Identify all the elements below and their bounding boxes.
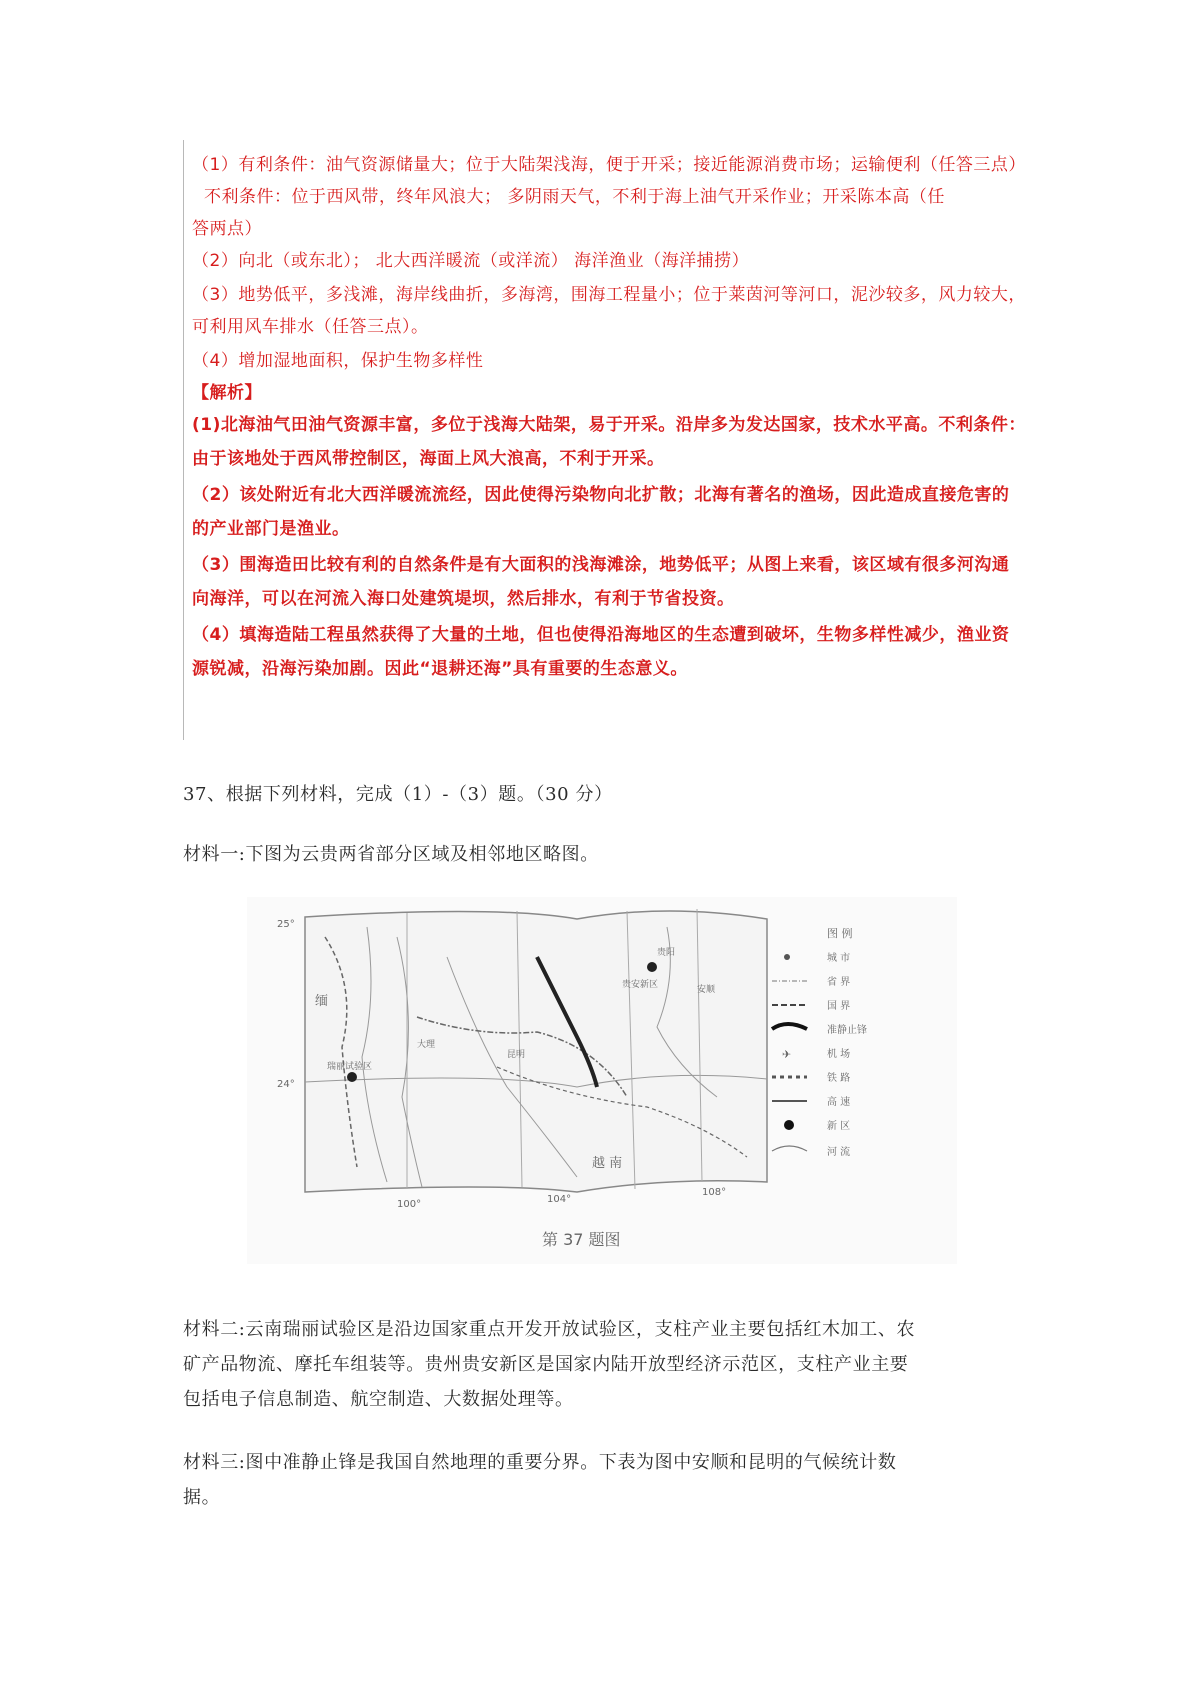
analysis-label: 【解析】 [192, 383, 262, 403]
legend-item: 高 速 [827, 1097, 851, 1108]
answer-box [183, 140, 1049, 740]
place-kunming: 昆明 [507, 1050, 526, 1060]
material-1: 材料一:下图为云贵两省部分区域及相邻地区略图。 [183, 844, 599, 865]
lat-label-24: 24° [277, 1079, 295, 1090]
place-ruili: 瑞丽试验区 [327, 1062, 373, 1072]
material-2-line-3: 包括电子信息制造、航空制造、大数据处理等。 [183, 1389, 574, 1410]
answer-line-6: 可利用风车排水（任答三点）。 [192, 317, 429, 337]
map-caption: 第 37 题图 [542, 1230, 621, 1249]
city-guiyang [647, 962, 657, 972]
analysis-line-6: 向海洋，可以在河流入海口处建筑堤坝，然后排水，有利于节省投资。 [192, 589, 735, 609]
lon-label-104: 104° [547, 1194, 572, 1205]
lat-label-25: 25° [277, 919, 295, 930]
analysis-line-4: 的产业部门是渔业。 [192, 519, 350, 539]
legend-item: 机 场 [827, 1049, 851, 1060]
analysis-line-8: 源锐减，沿海污染加剧。因此“退耕还海”具有重要的生态意义。 [192, 659, 688, 679]
question-title: 37、根据下列材料，完成（1）-（3）题。（30 分） [183, 784, 613, 805]
legend-front-icon [772, 1024, 807, 1029]
analysis-line-1: (1)北海油气田油气资源丰富，多位于浅海大陆架，易于开采。沿岸多为发达国家，技术水平高。不利条件： [192, 415, 1026, 435]
legend-item: 城 市 [827, 953, 851, 964]
place-anshun: 安顺 [697, 985, 716, 995]
legend-airport-icon: ✈ [782, 1048, 792, 1061]
legend-item: 河 流 [827, 1147, 851, 1158]
lon-label-100: 100° [397, 1199, 422, 1210]
place-guian: 贵安新区 [622, 980, 659, 990]
answer-line-1: （1）有利条件：油气资源储量大；位于大陆架浅海，便于开采；接近能源消费市场；运输便利（任答三点） [192, 155, 1026, 175]
answer-line-4: （2）向北（或东北）； 北大西洋暖流（或洋流） 海洋渔业（海洋捕捞） [192, 251, 750, 271]
answer-line-3: 答两点） [192, 219, 262, 239]
legend-item: 铁 路 [827, 1073, 851, 1084]
material-2-line-2: 矿产品物流、摩托车组装等。贵州贵安新区是国家内陆开放型经济示范区，支柱产业主要 [183, 1354, 909, 1375]
place-dali: 大理 [417, 1040, 436, 1050]
answer-line-7: （4）增加湿地面积，保护生物多样性 [192, 351, 484, 371]
legend-newzone-icon [784, 1120, 794, 1130]
analysis-line-3: （2）该处附近有北大西洋暖流流经，因此使得污染物向北扩散；北海有著名的渔场，因此造成直接危害的 [192, 485, 1010, 505]
map-figure [247, 897, 957, 1264]
region-label-vietnam: 越 南 [592, 1156, 623, 1171]
region-label-myanmar: 缅 [315, 994, 329, 1009]
legend-city-icon [784, 954, 790, 960]
answer-line-2: 不利条件：位于西风带，终年风浪大； 多阴雨天气，不利于海上油气开采作业；开采陈本高（任 [204, 187, 945, 207]
analysis-line-5: （3）围海造田比较有利的自然条件是有大面积的浅海滩涂，地势低平；从图上来看，该区域有很多河沟通 [192, 555, 1010, 575]
city-ruili [347, 1072, 357, 1082]
material-3-line-1: 材料三:图中准静止锋是我国自然地理的重要分界。下表为图中安顺和昆明的气候统计数 [183, 1452, 897, 1473]
analysis-line-2: 由于该地处于西风带控制区，海面上风大浪高，不利于开采。 [192, 449, 665, 469]
map-svg [247, 897, 957, 1264]
legend-item: 准静止锋 [827, 1025, 867, 1036]
legend-river-icon [772, 1146, 807, 1151]
legend-item: 新 区 [827, 1121, 851, 1132]
lon-label-108: 108° [702, 1187, 727, 1198]
material-3-line-2: 据。 [183, 1487, 221, 1508]
material-2-line-1: 材料二:云南瑞丽试验区是沿边国家重点开发开放试验区，支柱产业主要包括红木加工、农 [183, 1319, 916, 1340]
legend-title: 图 例 [827, 927, 853, 940]
place-guiyang: 贵阳 [657, 948, 676, 958]
legend-item: 省 界 [827, 977, 851, 988]
legend-item: 国 界 [827, 1001, 851, 1012]
legend [772, 951, 867, 1158]
analysis-line-7: （4）填海造陆工程虽然获得了大量的土地，但也使得沿海地区的生态遭到破坏，生物多样性减少，渔业资 [192, 625, 1010, 645]
answer-line-5: （3）地势低平，多浅滩，海岸线曲折，多海湾，围海工程量小；位于莱茵河等河口，泥沙较多，风力较大， [192, 285, 1026, 305]
